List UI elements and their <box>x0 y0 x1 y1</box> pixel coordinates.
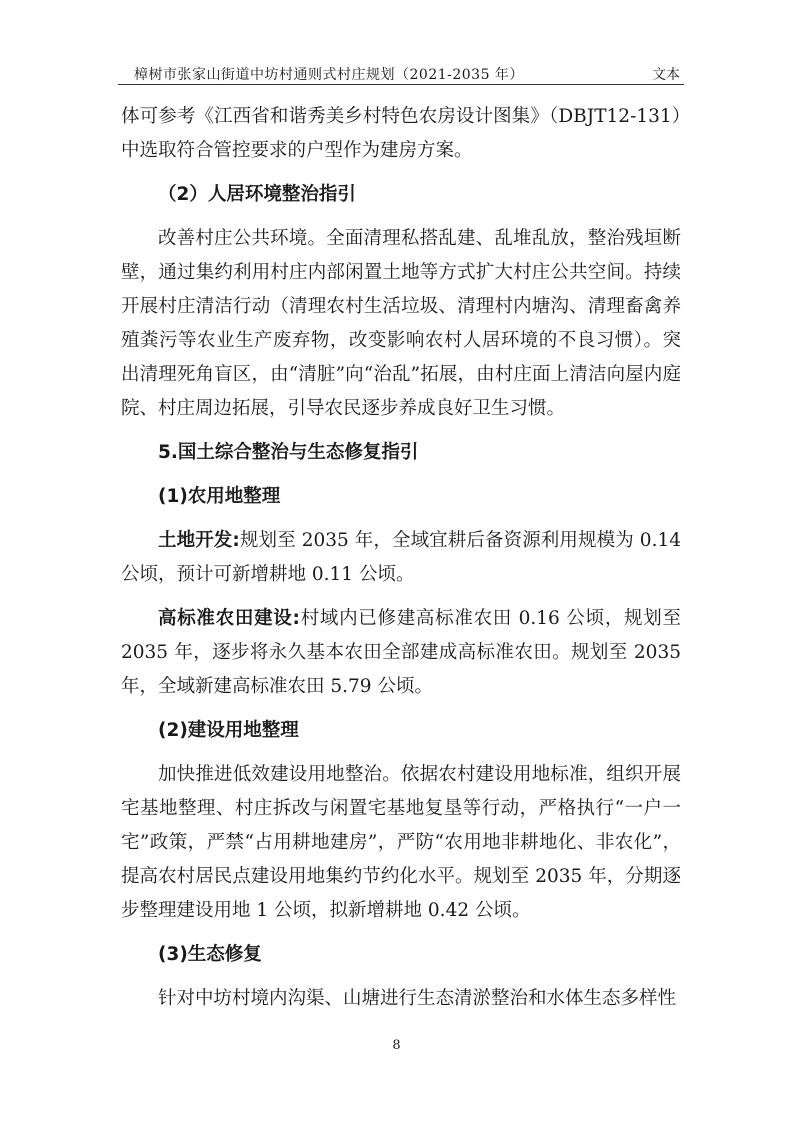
paragraph <box>121 602 681 704</box>
paragraph: 改善村庄公共环境。全面清理私搭乱建、乱堆乱放，整治残垣断壁，通过集约利用村庄内部闲置土地等方式扩大村庄公共空间。持续开展村庄清洁行动（清理农村生活垃圾、清理村内塘沟、清理畜禽养殖粪污等农业生产废弃物，改变影响农村人居环境的不良习惯）。突出清理死角盲区，由“清脏”向“治乱”拓展，由村庄面上清洁向屋内庭院、村庄周边拓展，引导农民逐步养成良好卫生习惯。 <box>121 228 681 419</box>
term-text: 村域内已修建高标准农田 0.16 公顷，规划至 2035 年，逐步将永久基本农田全部建成高标准农田。规划至 2035 年，全域新建高标准农田 5.79 公顷。 <box>121 608 681 697</box>
subsection-heading: (3)生态修复 <box>158 944 262 965</box>
paragraph: 加快推进低效建设用地整治。依据农村建设用地标准，组织开展宅基地整理、村庄拆改与闲置宅基地复垦等行动，严格执行“一户一宅”政策，严禁“占用耕地建房”，严防“农用地非耕地化、非农化”，提高农村居民点建设用地集约节约化水平。规划至 2035 年，分期逐步整理建设用地 1 公顷，拟新增耕地 0.42 公顷。 <box>121 764 681 921</box>
subsection-heading: (2)建设用地整理 <box>158 720 299 741</box>
section-heading: 5.国土综合整治与生态修复指引 <box>158 442 419 463</box>
subsection-heading: (1)农用地整理 <box>158 486 281 507</box>
header-label: 文本 <box>652 67 680 83</box>
term-text: 规划至 2035 年，全域宜耕后备资源利用规模为 0.14 公顷，预计可新增耕地 0.11 公顷。 <box>121 530 681 585</box>
section-heading: （2）人居环境整治指引 <box>158 184 356 205</box>
header-title: 樟树市张家山街道中坊村通则式村庄规划（2021-2035 年） <box>134 67 524 83</box>
page-header <box>118 62 684 85</box>
paragraph <box>121 524 681 592</box>
document-body <box>121 100 681 1016</box>
paragraph: 针对中坊村境内沟渠、山塘进行生态清淤整治和水体生态多样性 <box>158 988 677 1009</box>
term-label: 土地开发: <box>158 530 240 551</box>
paragraph: 体可参考《江西省和谐秀美乡村特色农房设计图集》（DBJT12-131）中选取符合管控要求的户型作为建房方案。 <box>121 106 681 161</box>
term-label: 高标准农田建设: <box>158 608 300 629</box>
page-number: 8 <box>392 1038 401 1053</box>
